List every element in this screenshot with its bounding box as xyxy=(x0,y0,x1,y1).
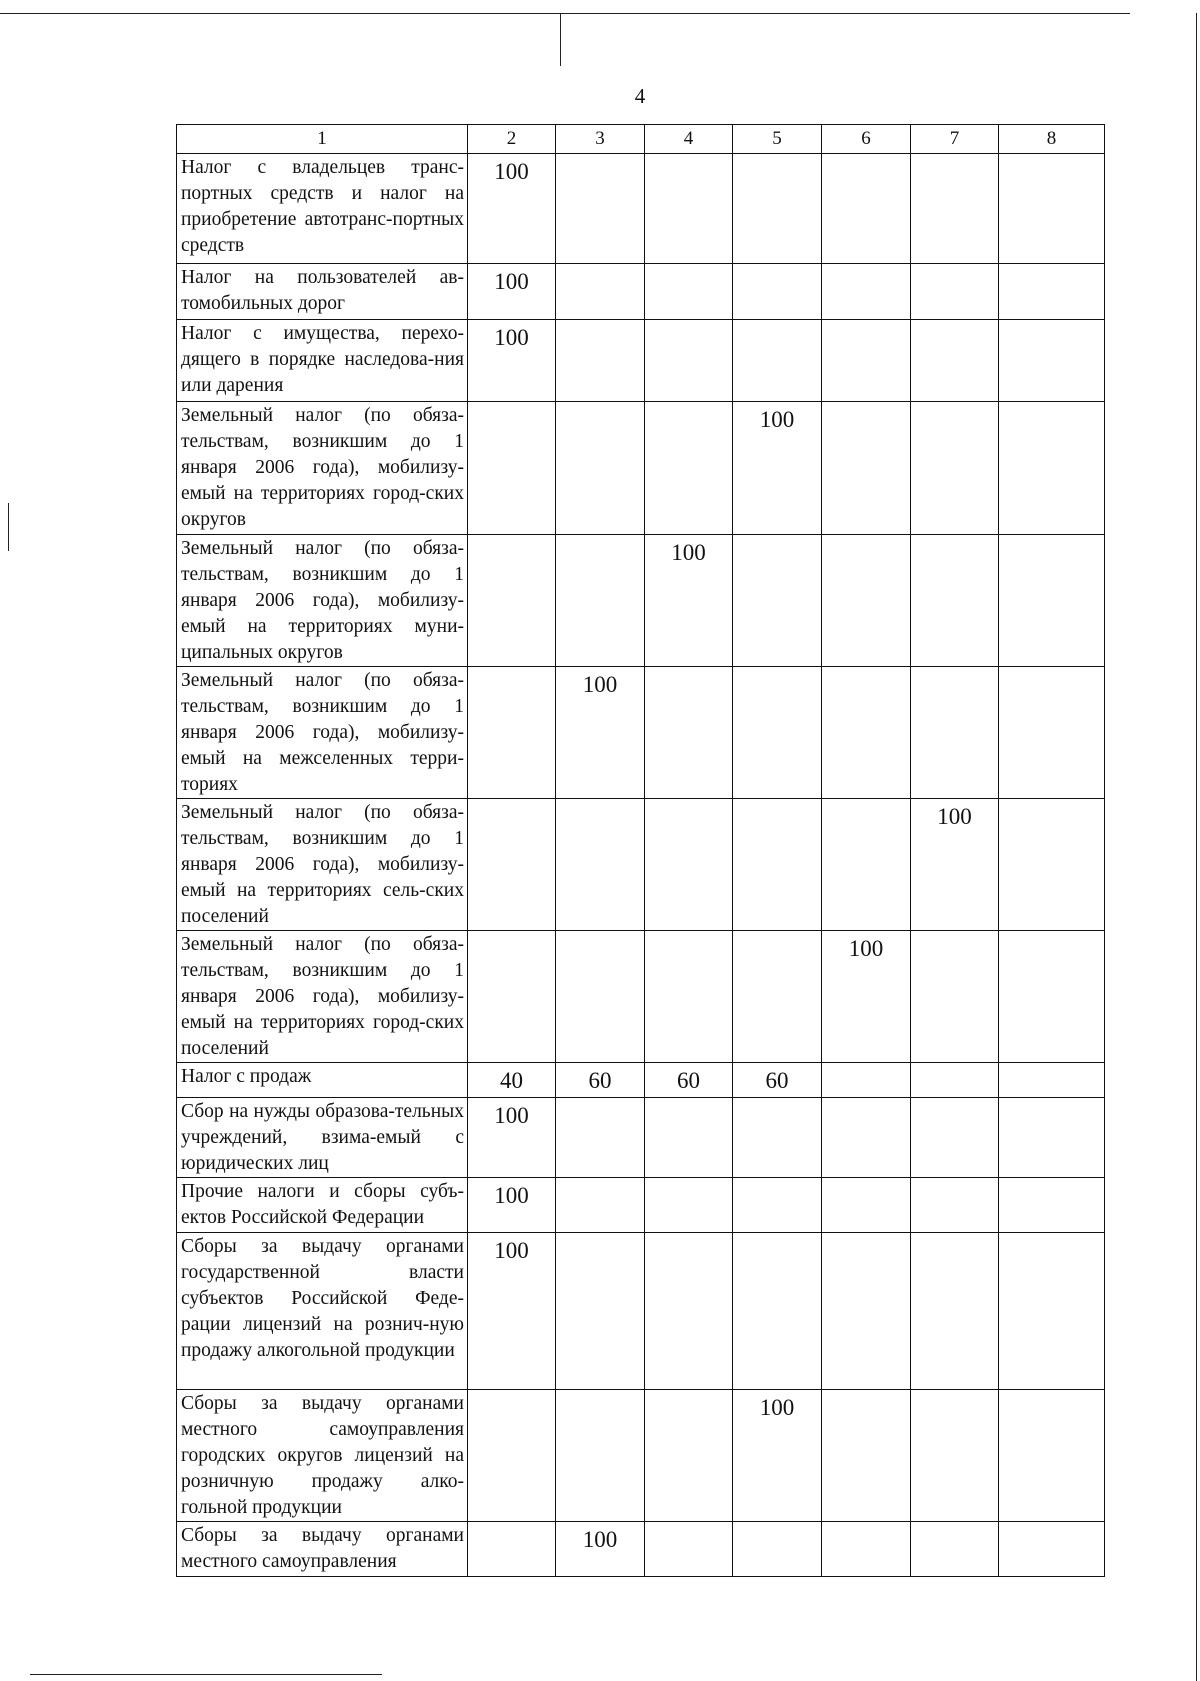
table-row xyxy=(177,154,1105,264)
value-cell xyxy=(999,320,1105,402)
column-header: 5 xyxy=(733,125,822,154)
value-cell xyxy=(822,1063,911,1098)
value-cell: 40 xyxy=(468,1063,556,1098)
value-cell xyxy=(999,667,1105,799)
scan-border-top xyxy=(0,13,1130,14)
column-header: 6 xyxy=(822,125,911,154)
value-cell xyxy=(645,799,733,931)
tax-name-cell: Земельный налог (по обяза-тельствам, возникшим до 1 января 2006 года), мобилизу-емый на межселенных терри-ториях xyxy=(177,667,468,799)
value-cell xyxy=(733,1098,822,1178)
value-cell xyxy=(733,799,822,931)
value-cell xyxy=(645,264,733,320)
value-cell xyxy=(999,154,1105,264)
value-cell xyxy=(822,1178,911,1233)
table-row xyxy=(177,320,1105,402)
value-cell xyxy=(911,1233,999,1390)
value-cell xyxy=(556,931,645,1063)
value-cell xyxy=(822,1233,911,1390)
value-cell xyxy=(645,1233,733,1390)
value-cell xyxy=(468,1522,556,1577)
value-cell xyxy=(556,154,645,264)
tax-name-cell: Налог с владельцев транс-портных средств и налог на приобретение автотранс-портных средств xyxy=(177,154,468,264)
value-cell xyxy=(733,320,822,402)
table-row xyxy=(177,402,1105,535)
value-cell xyxy=(911,320,999,402)
tax-name-cell: Налог на пользователей ав-томобильных дорог xyxy=(177,264,468,320)
tax-name-cell: Сборы за выдачу органами местного самоуправления городских округов лицензий на розничную продажу алко-гольной продукции xyxy=(177,1390,468,1522)
value-cell xyxy=(822,535,911,667)
value-cell xyxy=(822,154,911,264)
value-cell xyxy=(645,154,733,264)
table-row xyxy=(177,931,1105,1063)
value-cell: 100 xyxy=(468,1098,556,1178)
value-cell xyxy=(468,931,556,1063)
value-cell xyxy=(822,402,911,535)
value-cell xyxy=(556,402,645,535)
value-cell xyxy=(822,320,911,402)
tax-distribution-table xyxy=(176,124,1105,1577)
column-header: 7 xyxy=(911,125,999,154)
tax-name-cell: Налог с имущества, перехо-дящего в порядке наследова-ния или дарения xyxy=(177,320,468,402)
value-cell: 60 xyxy=(645,1063,733,1098)
value-cell xyxy=(999,535,1105,667)
value-cell xyxy=(822,799,911,931)
value-cell xyxy=(822,1390,911,1522)
value-cell xyxy=(468,535,556,667)
value-cell: 100 xyxy=(911,799,999,931)
value-cell xyxy=(822,1522,911,1577)
column-header: 2 xyxy=(468,125,556,154)
value-cell: 100 xyxy=(468,320,556,402)
value-cell xyxy=(733,154,822,264)
value-cell xyxy=(911,1390,999,1522)
column-header: 4 xyxy=(645,125,733,154)
value-cell: 100 xyxy=(468,1178,556,1233)
value-cell xyxy=(911,154,999,264)
value-cell xyxy=(911,1063,999,1098)
value-cell xyxy=(645,1098,733,1178)
column-header: 8 xyxy=(999,125,1105,154)
value-cell xyxy=(556,1098,645,1178)
value-cell: 60 xyxy=(733,1063,822,1098)
tax-name-cell: Налог с продаж xyxy=(177,1063,468,1098)
tax-name-cell: Земельный налог (по обяза-тельствам, возникшим до 1 января 2006 года), мобилизу-емый на территориях город-ских округов xyxy=(177,402,468,535)
value-cell: 100 xyxy=(556,667,645,799)
value-cell xyxy=(556,1178,645,1233)
value-cell xyxy=(556,1233,645,1390)
table-row xyxy=(177,1063,1105,1098)
value-cell xyxy=(911,931,999,1063)
column-header: 1 xyxy=(177,125,468,154)
value-cell xyxy=(556,535,645,667)
table-row xyxy=(177,667,1105,799)
table-row xyxy=(177,799,1105,931)
table-row xyxy=(177,1178,1105,1233)
table-row xyxy=(177,1390,1105,1522)
value-cell xyxy=(468,667,556,799)
value-cell xyxy=(468,402,556,535)
value-cell: 100 xyxy=(468,154,556,264)
value-cell xyxy=(911,535,999,667)
value-cell xyxy=(468,1390,556,1522)
value-cell xyxy=(999,1063,1105,1098)
value-cell xyxy=(645,931,733,1063)
value-cell: 100 xyxy=(822,931,911,1063)
tax-name-cell: Земельный налог (по обяза-тельствам, возникшим до 1 января 2006 года), мобилизу-емый на территориях город-ских поселений xyxy=(177,931,468,1063)
value-cell xyxy=(911,1178,999,1233)
value-cell xyxy=(911,1522,999,1577)
value-cell xyxy=(911,1098,999,1178)
value-cell xyxy=(822,264,911,320)
value-cell xyxy=(999,931,1105,1063)
value-cell xyxy=(556,264,645,320)
table-row xyxy=(177,1098,1105,1178)
value-cell xyxy=(999,1390,1105,1522)
value-cell xyxy=(733,1233,822,1390)
value-cell xyxy=(645,1390,733,1522)
value-cell xyxy=(733,1178,822,1233)
table-row xyxy=(177,1233,1105,1390)
value-cell xyxy=(733,667,822,799)
value-cell xyxy=(645,667,733,799)
page-number: 4 xyxy=(634,84,646,108)
value-cell xyxy=(733,1522,822,1577)
value-cell xyxy=(822,667,911,799)
header-row xyxy=(177,125,1105,154)
value-cell xyxy=(556,1390,645,1522)
scan-fold-mark xyxy=(560,14,561,66)
value-cell xyxy=(645,1178,733,1233)
scan-border-bottom xyxy=(30,1674,382,1675)
table-row xyxy=(177,264,1105,320)
value-cell xyxy=(999,264,1105,320)
tax-name-cell: Земельный налог (по обяза-тельствам, возникшим до 1 января 2006 года), мобилизу-емый на территориях муни-ципальных округов xyxy=(177,535,468,667)
value-cell: 100 xyxy=(468,1233,556,1390)
value-cell xyxy=(999,1178,1105,1233)
value-cell xyxy=(645,402,733,535)
table-row xyxy=(177,1522,1105,1577)
value-cell: 100 xyxy=(733,1390,822,1522)
value-cell xyxy=(556,799,645,931)
value-cell xyxy=(999,1233,1105,1390)
value-cell xyxy=(468,799,556,931)
value-cell xyxy=(911,264,999,320)
scan-margin-mark xyxy=(8,503,9,551)
value-cell xyxy=(911,667,999,799)
scan-border-right xyxy=(1196,13,1197,1681)
value-cell xyxy=(999,1522,1105,1577)
table-row xyxy=(177,535,1105,667)
tax-name-cell: Сборы за выдачу органами местного самоуправления xyxy=(177,1522,468,1577)
column-header: 3 xyxy=(556,125,645,154)
value-cell xyxy=(556,320,645,402)
value-cell: 60 xyxy=(556,1063,645,1098)
value-cell xyxy=(645,320,733,402)
value-cell: 100 xyxy=(468,264,556,320)
tax-name-cell: Сборы за выдачу органами государственной власти субъектов Российской Феде-рации лицензий на рознич-ную продажу алкогольной продукции xyxy=(177,1233,468,1390)
tax-name-cell: Земельный налог (по обяза-тельствам, возникшим до 1 января 2006 года), мобилизу-емый на территориях сель-ских поселений xyxy=(177,799,468,931)
value-cell xyxy=(733,931,822,1063)
value-cell xyxy=(645,1522,733,1577)
tax-name-cell: Сбор на нужды образова-тельных учреждений, взима-емый с юридических лиц xyxy=(177,1098,468,1178)
value-cell xyxy=(999,402,1105,535)
value-cell xyxy=(999,799,1105,931)
value-cell xyxy=(733,535,822,667)
value-cell: 100 xyxy=(645,535,733,667)
value-cell xyxy=(911,402,999,535)
value-cell: 100 xyxy=(556,1522,645,1577)
value-cell xyxy=(999,1098,1105,1178)
tax-name-cell: Прочие налоги и сборы субъ-ектов Российской Федерации xyxy=(177,1178,468,1233)
value-cell xyxy=(822,1098,911,1178)
value-cell xyxy=(733,264,822,320)
value-cell: 100 xyxy=(733,402,822,535)
